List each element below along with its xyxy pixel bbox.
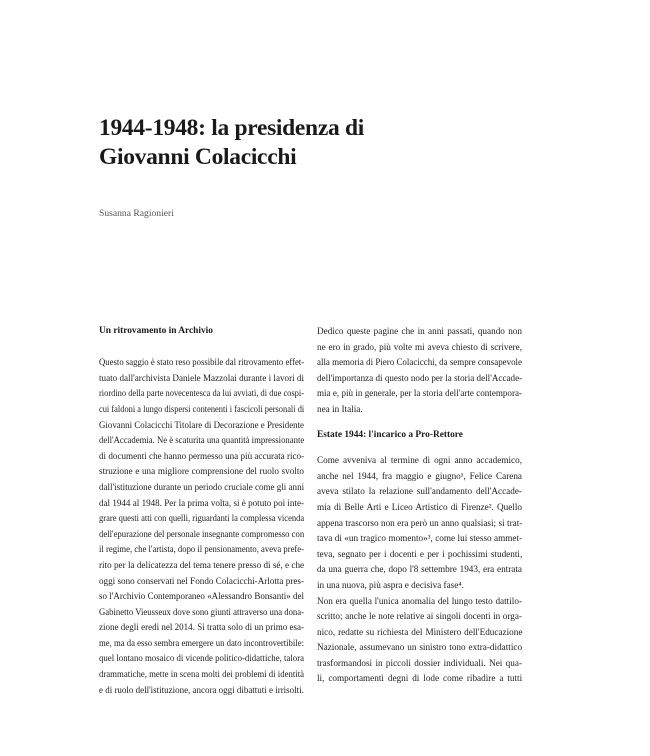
paragraph-line: di documenti che hanno permesso una più accurata rico-	[99, 450, 305, 461]
article-title	[99, 114, 519, 172]
paragraph-line: Giovanni Colacicchi Titolare di Decorazione e Presidente	[99, 419, 305, 430]
paragraph-line: appena trascorso non era però un anno qualsiasi; si trat-	[317, 517, 523, 528]
paragraph-line: ne ero in grado, più volte mi aveva chiesto di scrivere,	[317, 341, 522, 352]
section-heading-archive: Un ritrovamento in Archivio	[99, 326, 213, 336]
author-name: Susanna Ragionieri	[99, 208, 174, 219]
paragraph-line: mia e, più in generale, per la storia dell'arte contempora-	[317, 388, 523, 399]
paragraph-line: nea in Italia.	[317, 403, 363, 414]
paragraph-line: zione degli eredi nel 2014. Si tratta solo di un primo esa-	[99, 622, 305, 633]
paragraph-line: me, ma da esso sembra emergere un dato incontrovertibile:	[99, 637, 304, 648]
section-heading-summer-1944: Estate 1944: l'incarico a Pro-Rettore	[317, 429, 463, 440]
paragraph-line: so l'Archivio Contemporaneo «Alessandro Bonsanti» del	[99, 591, 305, 602]
paragraph-line: tuato dall'archivista Daniele Mazzolai durante i lavori di	[99, 372, 305, 383]
title-line-1: 1944-1948: la presidenza di	[99, 115, 364, 141]
left-paragraph	[99, 355, 304, 698]
paragraph-line: dell'Accademia. Ne è scaturita una quantità impressionante	[99, 435, 305, 446]
paragraph-line: cui faldoni a lungo dispersi contenenti i fascicoli personali di	[99, 403, 305, 414]
paragraph-line: alla memoria di Piero Colacicchi, da sempre consapevole	[317, 357, 523, 368]
right-column	[317, 324, 522, 687]
paragraph-line: Come avveniva al termine di ogni anno accademico,	[317, 455, 522, 466]
paragraph-line: Non era quella l'unica anomalia del lungo testo dattilo-	[317, 595, 522, 606]
paragraph-line: oggi sono conservati nel Fondo Colacicchi-Arlotta pres-	[99, 575, 304, 586]
paragraph-line: mia di Belle Arti e Liceo Artistico di Firenze². Quello	[317, 501, 522, 512]
dedication-paragraph	[317, 324, 522, 418]
paragraph-line: trasformandosi in piccoli dossier individuali. Nei qua-	[317, 657, 522, 668]
paragraph-line: dal 1944 al 1948. Per la prima volta, si è potuto poi inte-	[99, 497, 305, 508]
paragraph-line: da una guerra che, dopo l'8 settembre 1943, era entrata	[317, 564, 522, 575]
paragraph-line: Gabinetto Vieusseux dove sono giunti attraverso una dona-	[99, 606, 304, 617]
paragraph-line: Dedico queste pagine che in anni passati, quando non	[317, 326, 522, 336]
paragraph-line: anche nel 1944, fra maggio e giugno¹, Felice Carena	[317, 470, 522, 481]
paragraph-line: grare questi atti con quelli, riguardanti la complessa vicenda	[99, 513, 305, 524]
paragraph-line: il regime, che l'artista, dopo il pensionamento, aveva prefe-	[99, 544, 305, 555]
paragraph-line: drammatiche, mette in scena molti dei problemi di identità	[99, 669, 305, 680]
paragraph-line: dell'importanza di questo nodo per la storia dell'Accade-	[317, 372, 523, 383]
paragraph-line: dell'epurazione del personale insegnante compromesso con	[99, 528, 305, 539]
paragraph-line: teva, segnato per i docenti e per i pochissimi studenti,	[317, 548, 523, 559]
title-line-2: Giovanni Colacicchi	[99, 144, 297, 170]
paragraph-line: nico, redatte su richiesta del Ministero dell'Educazione	[317, 626, 523, 637]
paragraph-line: dall'istituzione durante un periodo cruciale come gli anni	[99, 481, 305, 492]
paragraph-line: riordino della parte novecentesca da lui avviati, di due cospi-	[99, 388, 305, 399]
paragraph-line: scritto; anche le note relative ai singoli docenti in orga-	[317, 611, 522, 622]
paragraph-line: aveva stilato la relazione sull'andamento dell'Accade-	[317, 486, 522, 497]
paragraph-line: Nazionale, assumevano un sinistro tono extra-didattico	[317, 642, 523, 653]
paragraph-line: e di ruolo dell'istituzione, ancora oggi dibattuti e irrisolti.	[99, 684, 304, 695]
paragraph-line: Questo saggio è stato reso possibile dal ritrovamento effet-	[99, 357, 305, 368]
paragraph-line: tava di «un tragico momento»³, come lui stesso ammet-	[317, 533, 523, 544]
right-paragraph	[317, 453, 522, 687]
paragraph-line: li, comportamenti degni di lode come ribadire a tutti	[317, 673, 523, 684]
left-column	[99, 324, 304, 698]
paragraph-line: struzione e una migliore comprensione del ruolo svolto	[99, 466, 304, 477]
paragraph-line: rito per la delicatezza del tema tenere presso di sé, e che	[99, 559, 305, 570]
paragraph-line: quel lontano mosaico di vicende politico-didattiche, talora	[99, 653, 305, 664]
paragraph-line: in una nuova, più aspra e decisiva fase⁴.	[317, 579, 464, 590]
